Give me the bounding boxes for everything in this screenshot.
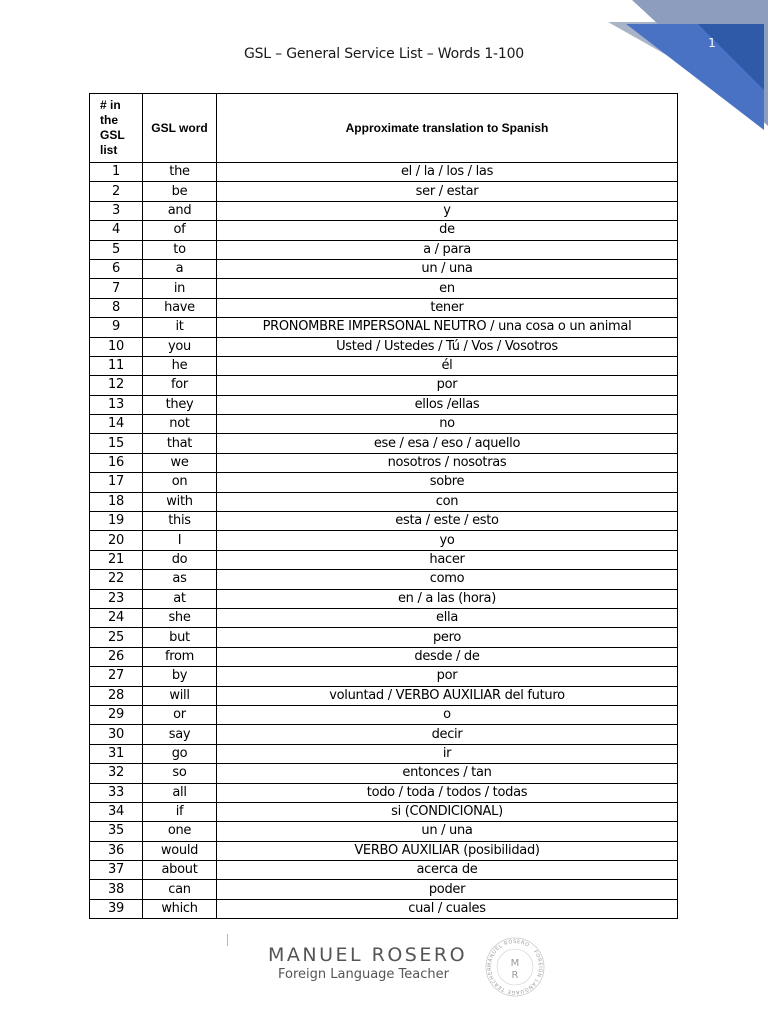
table-row <box>90 628 678 647</box>
table-row <box>90 686 678 705</box>
row-gsl-word: one <box>143 822 217 841</box>
row-translation: tener <box>217 298 678 317</box>
row-translation: con <box>217 492 678 511</box>
row-gsl-word: on <box>143 473 217 492</box>
row-translation: por <box>217 376 678 395</box>
row-translation: decir <box>217 725 678 744</box>
row-translation: voluntad / VERBO AUXILIAR del futuro <box>217 686 678 705</box>
row-number: 19 <box>90 512 143 531</box>
author-seal-logo <box>484 936 546 998</box>
table-row <box>90 356 678 375</box>
row-gsl-word: you <box>143 337 217 356</box>
row-gsl-word: that <box>143 434 217 453</box>
row-gsl-word: all <box>143 783 217 802</box>
row-translation: en / a las (hora) <box>217 589 678 608</box>
row-translation: sobre <box>217 473 678 492</box>
row-gsl-word: the <box>143 163 217 182</box>
table-row <box>90 240 678 259</box>
table-row <box>90 647 678 666</box>
table-row <box>90 376 678 395</box>
row-gsl-word: it <box>143 318 217 337</box>
row-translation: como <box>217 570 678 589</box>
row-gsl-word: will <box>143 686 217 705</box>
row-gsl-word: I <box>143 531 217 550</box>
row-translation: desde / de <box>217 647 678 666</box>
row-gsl-word: from <box>143 647 217 666</box>
svg-text:M: M <box>510 958 520 969</box>
row-gsl-word: in <box>143 279 217 298</box>
row-gsl-word: about <box>143 861 217 880</box>
row-number: 21 <box>90 550 143 569</box>
row-gsl-word: not <box>143 415 217 434</box>
row-number: 6 <box>90 259 143 278</box>
row-number: 5 <box>90 240 143 259</box>
row-number: 34 <box>90 802 143 821</box>
row-number: 13 <box>90 395 143 414</box>
row-gsl-word: with <box>143 492 217 511</box>
row-number: 2 <box>90 182 143 201</box>
row-gsl-word: would <box>143 841 217 860</box>
header-gsl-word: GSL word <box>143 94 217 163</box>
row-gsl-word: say <box>143 725 217 744</box>
row-translation: no <box>217 415 678 434</box>
table-header-row <box>90 94 678 163</box>
table-row <box>90 415 678 434</box>
table-row <box>90 453 678 472</box>
row-translation: poder <box>217 880 678 899</box>
row-gsl-word: do <box>143 550 217 569</box>
row-number: 7 <box>90 279 143 298</box>
row-number: 18 <box>90 492 143 511</box>
table-row <box>90 764 678 783</box>
table-row <box>90 802 678 821</box>
row-translation: y <box>217 201 678 220</box>
row-gsl-word: they <box>143 395 217 414</box>
row-number: 31 <box>90 744 143 763</box>
row-translation: pero <box>217 628 678 647</box>
row-number: 27 <box>90 667 143 686</box>
page-number: 1 <box>708 36 716 50</box>
table-row <box>90 899 678 918</box>
row-translation: ir <box>217 744 678 763</box>
row-number: 28 <box>90 686 143 705</box>
row-gsl-word: or <box>143 705 217 724</box>
row-number: 35 <box>90 822 143 841</box>
table-row <box>90 861 678 880</box>
row-number: 24 <box>90 608 143 627</box>
row-translation: entonces / tan <box>217 764 678 783</box>
header-gsl-number: # in the GSL list <box>90 94 143 163</box>
row-number: 12 <box>90 376 143 395</box>
table-row <box>90 744 678 763</box>
row-translation: por <box>217 667 678 686</box>
row-number: 38 <box>90 880 143 899</box>
row-gsl-word: we <box>143 453 217 472</box>
row-translation: o <box>217 705 678 724</box>
row-gsl-word: so <box>143 764 217 783</box>
row-translation: cual / cuales <box>217 899 678 918</box>
row-gsl-word: can <box>143 880 217 899</box>
table-row <box>90 395 678 414</box>
table-row <box>90 337 678 356</box>
table-row <box>90 531 678 550</box>
row-translation: si (CONDICIONAL) <box>217 802 678 821</box>
row-translation: ser / estar <box>217 182 678 201</box>
gsl-word-table <box>89 93 678 919</box>
document-title: GSL – General Service List – Words 1-100 <box>243 46 525 62</box>
row-gsl-word: if <box>143 802 217 821</box>
row-number: 4 <box>90 221 143 240</box>
row-number: 17 <box>90 473 143 492</box>
row-gsl-word: which <box>143 899 217 918</box>
table-row <box>90 550 678 569</box>
table-row <box>90 182 678 201</box>
row-number: 23 <box>90 589 143 608</box>
row-gsl-word: he <box>143 356 217 375</box>
table-row <box>90 705 678 724</box>
row-translation: un / una <box>217 259 678 278</box>
table-row <box>90 608 678 627</box>
row-translation: el / la / los / las <box>217 163 678 182</box>
table-row <box>90 880 678 899</box>
header-spanish-translation: Approximate translation to Spanish <box>217 94 678 163</box>
table-row <box>90 221 678 240</box>
row-gsl-word: this <box>143 512 217 531</box>
row-number: 10 <box>90 337 143 356</box>
row-gsl-word: have <box>143 298 217 317</box>
row-number: 33 <box>90 783 143 802</box>
row-gsl-word: for <box>143 376 217 395</box>
row-number: 22 <box>90 570 143 589</box>
table-row <box>90 298 678 317</box>
row-number: 11 <box>90 356 143 375</box>
row-translation: de <box>217 221 678 240</box>
footer-separator <box>227 934 228 946</box>
row-gsl-word: but <box>143 628 217 647</box>
table-row <box>90 259 678 278</box>
table-row <box>90 473 678 492</box>
row-translation: todo / toda / todos / todas <box>217 783 678 802</box>
row-number: 30 <box>90 725 143 744</box>
row-translation: a / para <box>217 240 678 259</box>
row-translation: hacer <box>217 550 678 569</box>
row-translation: ellos /ellas <box>217 395 678 414</box>
row-translation: un / una <box>217 822 678 841</box>
row-number: 20 <box>90 531 143 550</box>
table-row <box>90 512 678 531</box>
row-gsl-word: at <box>143 589 217 608</box>
row-translation: acerca de <box>217 861 678 880</box>
row-gsl-word: of <box>143 221 217 240</box>
row-translation: Usted / Ustedes / Tú / Vos / Vosotros <box>217 337 678 356</box>
row-gsl-word: by <box>143 667 217 686</box>
row-gsl-word: and <box>143 201 217 220</box>
row-number: 36 <box>90 841 143 860</box>
row-translation: PRONOMBRE IMPERSONAL NEUTRO / una cosa o un animal <box>217 318 678 337</box>
svg-text:R: R <box>511 970 519 981</box>
row-translation: esta / este / esto <box>217 512 678 531</box>
row-number: 29 <box>90 705 143 724</box>
table-row <box>90 163 678 182</box>
author-name: MANUEL ROSERO <box>268 944 468 966</box>
row-translation: en <box>217 279 678 298</box>
table-row <box>90 841 678 860</box>
row-number: 15 <box>90 434 143 453</box>
row-translation: ella <box>217 608 678 627</box>
row-translation: ese / esa / eso / aquello <box>217 434 678 453</box>
row-translation: él <box>217 356 678 375</box>
row-number: 3 <box>90 201 143 220</box>
row-number: 32 <box>90 764 143 783</box>
table-row <box>90 667 678 686</box>
row-gsl-word: she <box>143 608 217 627</box>
row-number: 39 <box>90 899 143 918</box>
row-number: 14 <box>90 415 143 434</box>
row-number: 1 <box>90 163 143 182</box>
table-row <box>90 279 678 298</box>
row-gsl-word: go <box>143 744 217 763</box>
table-row <box>90 201 678 220</box>
table-row <box>90 725 678 744</box>
table-row <box>90 318 678 337</box>
row-number: 37 <box>90 861 143 880</box>
table-row <box>90 783 678 802</box>
svg-text:MANUEL ROSERO · FOREIGN LANGUA: MANUEL ROSERO · FOREIGN LANGUAGE TEACHER <box>486 938 544 996</box>
row-number: 16 <box>90 453 143 472</box>
table-row <box>90 570 678 589</box>
table-row <box>90 434 678 453</box>
table-row <box>90 492 678 511</box>
row-gsl-word: as <box>143 570 217 589</box>
table-row <box>90 589 678 608</box>
row-number: 8 <box>90 298 143 317</box>
row-number: 9 <box>90 318 143 337</box>
row-number: 25 <box>90 628 143 647</box>
table-row <box>90 822 678 841</box>
row-gsl-word: a <box>143 259 217 278</box>
row-translation: nosotros / nosotras <box>217 453 678 472</box>
row-gsl-word: to <box>143 240 217 259</box>
row-number: 26 <box>90 647 143 666</box>
row-translation: yo <box>217 531 678 550</box>
row-gsl-word: be <box>143 182 217 201</box>
row-translation: VERBO AUXILIAR (posibilidad) <box>217 841 678 860</box>
author-role: Foreign Language Teacher <box>278 967 449 982</box>
